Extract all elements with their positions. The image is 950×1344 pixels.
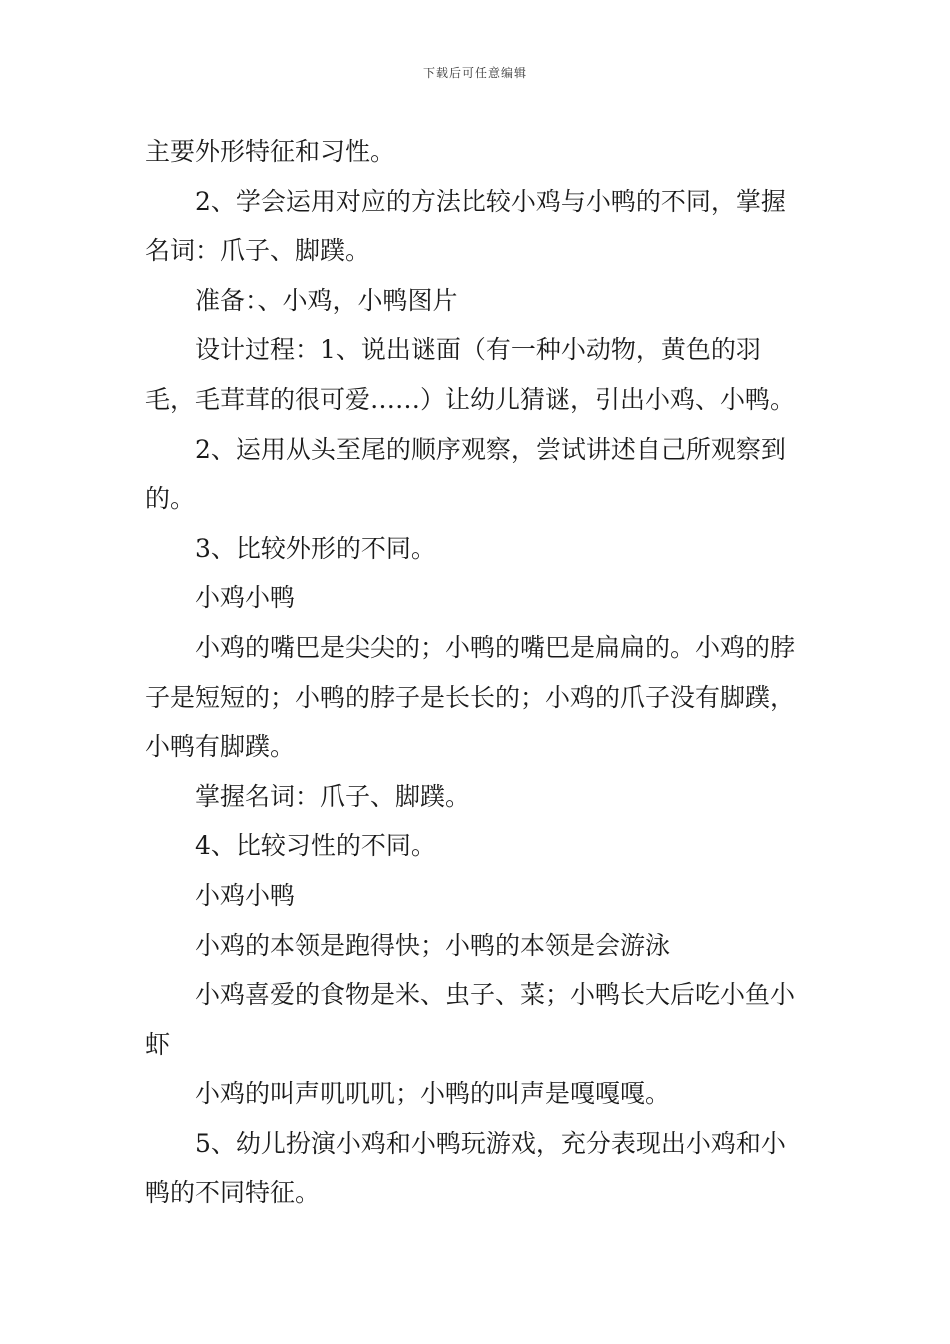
paragraph-6: 3、比较外形的不同。: [195, 533, 436, 563]
paragraph-3: 准备：、小鸡，小鸭图片: [195, 285, 458, 315]
paragraph-8: 小鸡的嘴巴是尖尖的；小鸭的嘴巴是扁扁的。小鸡的脖子是短短的；小鸭的脖子是长长的；小鸡的爪子没有脚蹼，小鸭有脚蹼。: [145, 632, 796, 762]
paragraph-10: 4、比较习性的不同。: [195, 831, 436, 861]
paragraph-2: 2、学会运用对应的方法比较小鸡与小鸭的不同，掌握名词：爪子、脚蹼。: [145, 186, 786, 266]
paragraph-14: 小鸡的叫声叽叽叽；小鸭的叫声是嘎嘎嘎。: [195, 1079, 671, 1109]
document-body: [145, 127, 810, 1218]
paragraph-5: 2、运用从头至尾的顺序观察，尝试讲述自己所观察到的。: [145, 434, 786, 514]
paragraph-12: 小鸡的本领是跑得快；小鸭的本领是会游泳: [195, 930, 671, 960]
page-header: 下载后可任意编辑: [422, 66, 527, 80]
paragraph-9: 掌握名词：爪子、脚蹼。: [195, 781, 471, 811]
paragraph-1: 主要外形特征和习性。: [145, 137, 396, 166]
paragraph-13: 小鸡喜爱的食物是米、虫子、菜；小鸭长大后吃小鱼小虾: [145, 980, 796, 1059]
paragraph-11: 小鸡小鸭: [195, 880, 296, 910]
paragraph-7: 小鸡小鸭: [195, 583, 296, 613]
paragraph-4: 设计过程：1、说出谜面（有一种小动物，黄色的羽毛，毛茸茸的很可爱……）让幼儿猜谜，引出小鸡、小鸭。: [145, 335, 796, 414]
paragraph-15: 5、幼儿扮演小鸡和小鸭玩游戏，充分表现出小鸡和小鸭的不同特征。: [145, 1128, 786, 1208]
